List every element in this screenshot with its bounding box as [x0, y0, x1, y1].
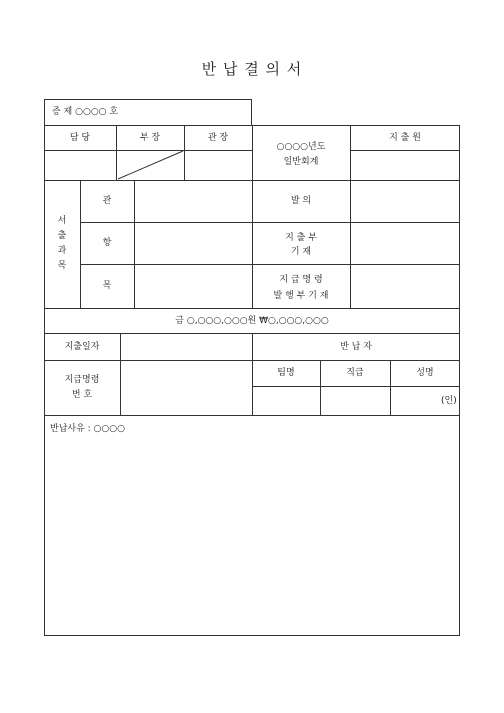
name-label: 성명 — [416, 368, 434, 378]
approval-header-manager: 담 당 — [69, 133, 91, 143]
payment-order-book-label-1: 지 급 명 령 — [279, 275, 323, 285]
gwan-label: 관 — [102, 196, 112, 206]
general-account: 일반회계 — [283, 157, 319, 167]
resolution-label: 발 의 — [290, 196, 312, 206]
payment-order-book-label-2: 발 행 부 기 재 — [273, 291, 329, 301]
payer-label: 지 출 원 — [389, 133, 421, 143]
expense-item-char: 출 — [57, 231, 67, 241]
document-number: 증 제 ○○○○ 호 — [52, 107, 119, 117]
expense-item-char: 목 — [57, 261, 67, 271]
payment-order-label-2: 번 호 — [71, 390, 93, 400]
fiscal-year: ○○○○년도 — [276, 142, 326, 152]
hang-label: 항 — [102, 238, 112, 248]
approval-header-director: 부 장 — [139, 133, 161, 143]
document-title: 반 납 결 의 서 — [201, 60, 303, 78]
expense-book-label-2: 기 재 — [290, 247, 312, 257]
expense-item-char: 과 — [57, 246, 67, 256]
expense-item-char: 서 — [57, 216, 67, 226]
expense-date-label: 지출일자 — [64, 342, 100, 352]
rank-label: 직급 — [346, 368, 364, 378]
approval-header-chief: 관 장 — [207, 133, 229, 143]
amount: 금 ○,○○○,○○○원 ₩○,○○○,○○○ — [175, 316, 329, 326]
return-reason: 반납사유 : ○○○○ — [50, 424, 125, 434]
expense-book-label-1: 지 출 부 — [285, 233, 317, 243]
payment-order-label-1: 지급명령 — [64, 375, 100, 385]
mok-label: 목 — [102, 281, 112, 291]
team-name-label: 팀명 — [277, 368, 295, 378]
seal-mark: (인) — [441, 396, 457, 406]
returner-label: 반 납 자 — [340, 342, 372, 352]
